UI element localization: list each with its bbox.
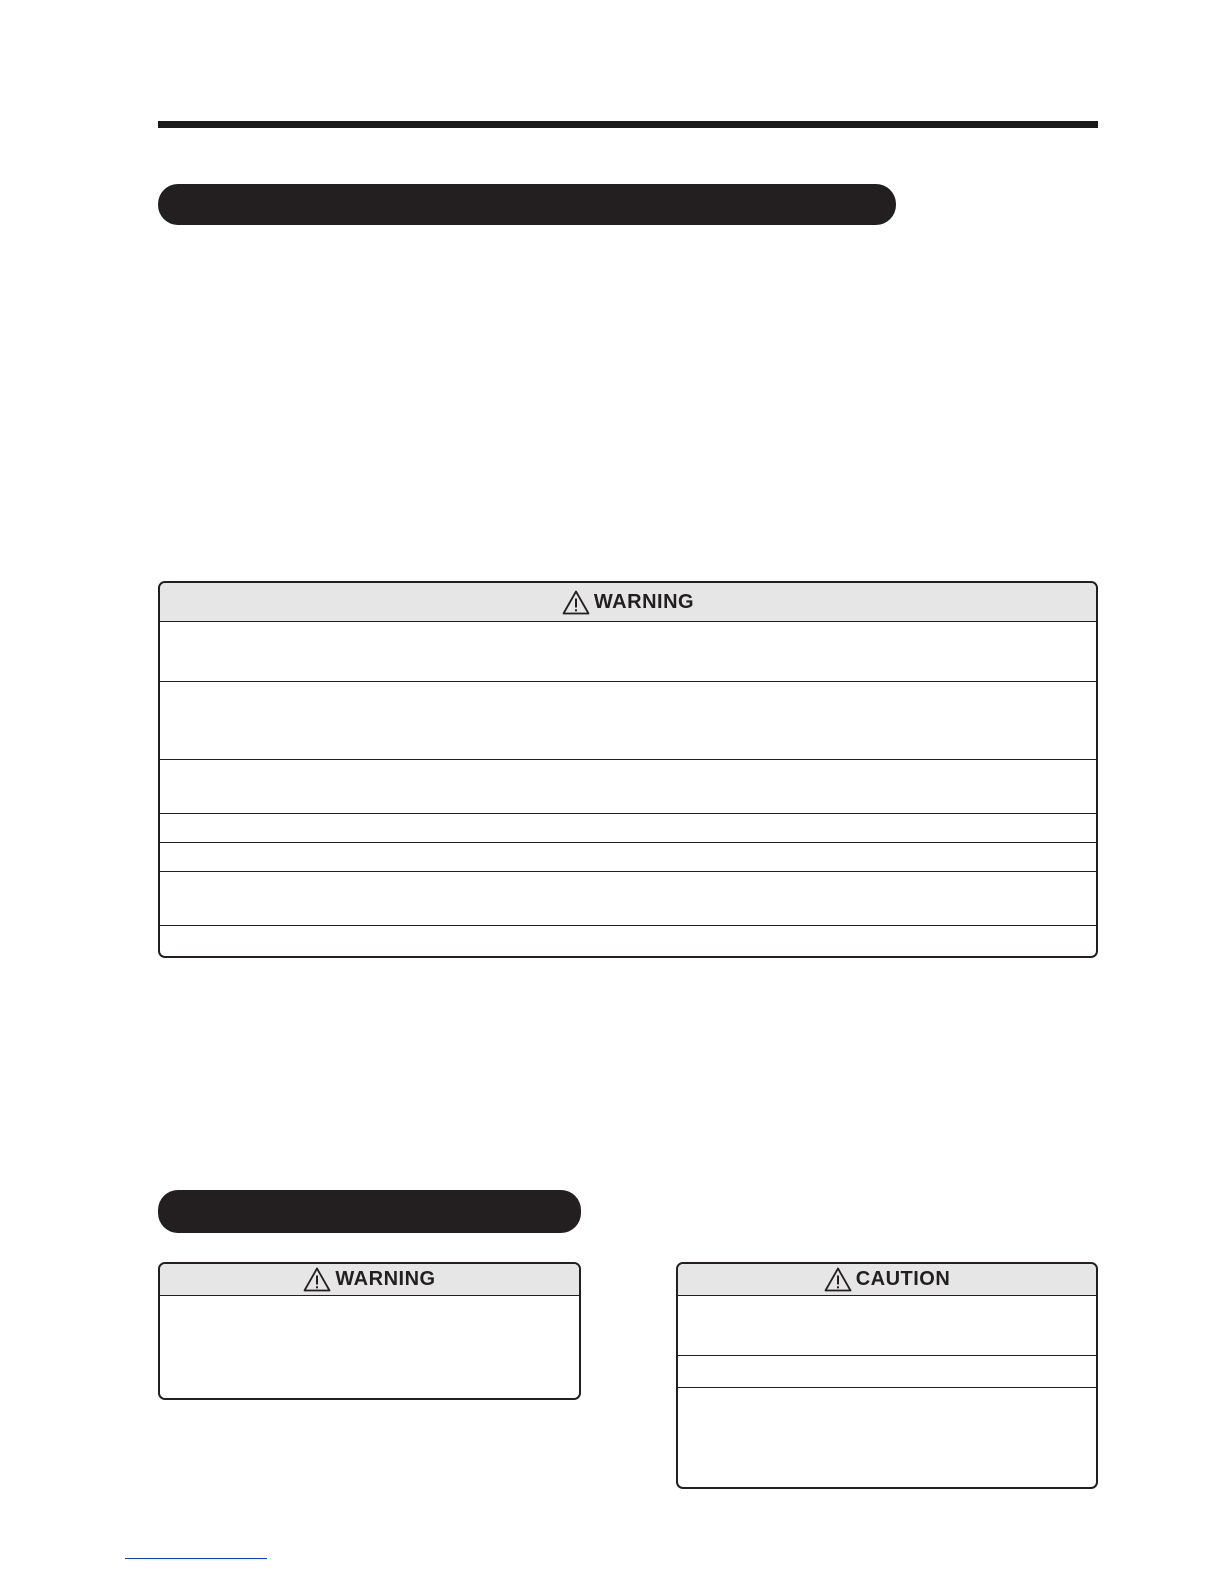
warning-row	[160, 843, 1096, 872]
section-heading-bar-2	[158, 1190, 581, 1233]
warning-row	[160, 622, 1096, 682]
warning-box-title: WARNING	[335, 1268, 436, 1290]
warning-row	[160, 682, 1096, 760]
caution-box-header	[678, 1264, 1096, 1296]
warning-row	[160, 926, 1096, 956]
caution-box-title: CAUTION	[855, 1268, 951, 1290]
warning-table-header	[160, 583, 1096, 622]
warning-row	[160, 760, 1096, 814]
warning-box-small	[158, 1262, 581, 1400]
caution-row	[678, 1388, 1096, 1487]
warning-row	[160, 872, 1096, 926]
warning-box-header	[160, 1264, 579, 1296]
top-rule	[158, 121, 1098, 128]
section-heading-bar-1	[158, 184, 896, 225]
footer-link-underline[interactable]	[125, 1558, 267, 1559]
warning-table	[158, 581, 1098, 958]
caution-triangle-icon	[824, 1267, 852, 1292]
caution-row	[678, 1296, 1096, 1356]
warning-table-title: WARNING	[593, 590, 695, 613]
warning-row	[160, 814, 1096, 843]
caution-box	[676, 1262, 1098, 1489]
warning-box-body	[160, 1296, 579, 1398]
warning-triangle-icon	[562, 590, 590, 615]
warning-triangle-icon	[303, 1267, 331, 1292]
caution-row	[678, 1356, 1096, 1388]
